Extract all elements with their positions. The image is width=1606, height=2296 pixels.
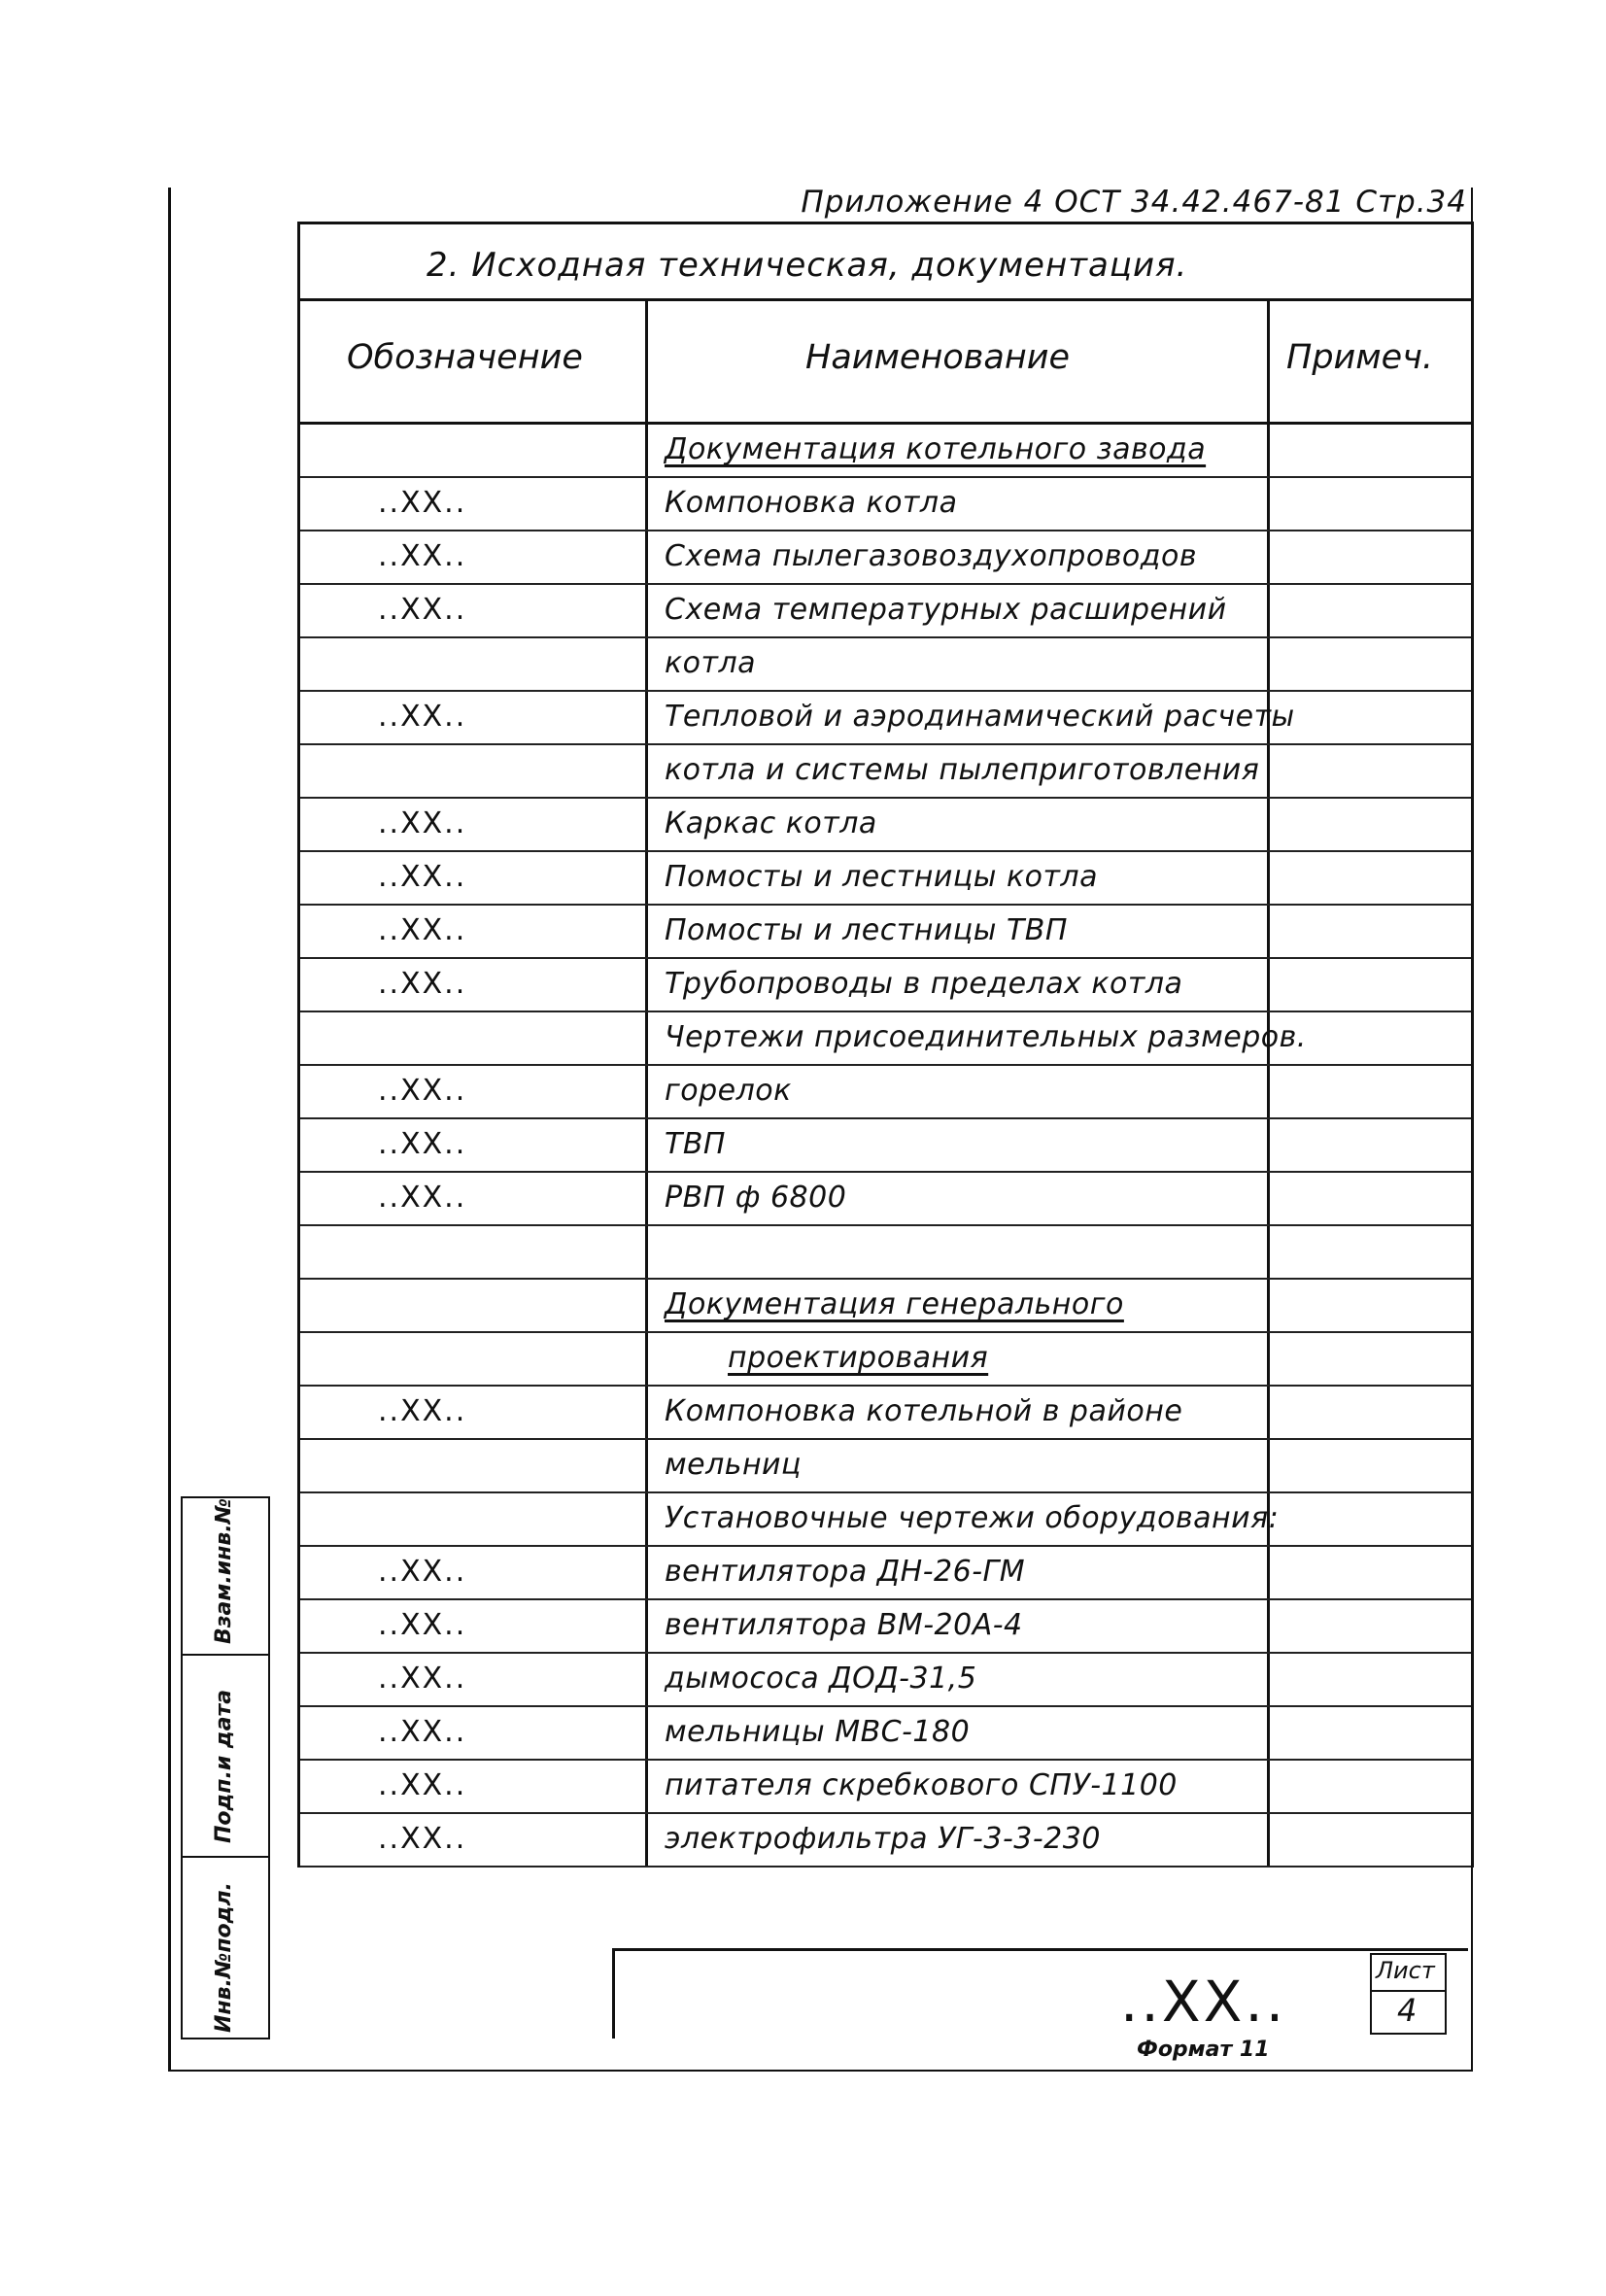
row-name: Тепловой и аэродинамический расчеты: [665, 700, 1295, 734]
table-row: [300, 906, 1471, 959]
row-designation: ..XX..: [378, 1127, 467, 1161]
table-row: [300, 1226, 1471, 1280]
column-header-row: [300, 301, 1471, 425]
row-name: Схема пылегазовоздухопроводов: [665, 539, 1198, 573]
table-body: [300, 425, 1471, 1868]
stamp-inventory-label: Инв.№подл.: [212, 1882, 236, 2033]
column-header-designation: Обозначение: [347, 338, 583, 377]
row-designation: ..XX..: [378, 1822, 467, 1856]
sheet-number: 4: [1397, 1992, 1418, 2029]
row-name: дымососа ДОД-31,5: [665, 1662, 977, 1696]
table-row: [300, 1387, 1471, 1440]
table-row: [300, 1493, 1471, 1547]
stamp-replace-label: Взам.инв.№: [212, 1497, 236, 1644]
table-row: [300, 1707, 1471, 1761]
table-row: [300, 1333, 1471, 1387]
row-designation: ..XX..: [378, 1715, 467, 1749]
table-row: [300, 1654, 1471, 1707]
sheet-label: Лист: [1376, 1957, 1435, 1984]
table-row: [300, 1600, 1471, 1654]
row-name: Документация генерального: [665, 1287, 1124, 1321]
row-designation: ..XX..: [378, 486, 467, 520]
table-row: [300, 1119, 1471, 1173]
row-name: Каркас котла: [665, 806, 877, 840]
side-stamp: [181, 1496, 270, 2039]
table-row: [300, 959, 1471, 1012]
table-row: [300, 531, 1471, 585]
table-row: [300, 585, 1471, 638]
column-header-name: Наименование: [805, 338, 1070, 377]
row-designation: ..XX..: [378, 593, 467, 627]
title-block: [612, 1948, 1468, 2039]
table-row: [300, 425, 1471, 478]
row-name: котла: [665, 646, 757, 680]
table-row: [300, 692, 1471, 745]
format-label: Формат 11: [1137, 2038, 1270, 2062]
table-row: [300, 1440, 1471, 1493]
row-name: Документация котельного завода: [665, 432, 1207, 466]
row-designation: ..XX..: [378, 1074, 467, 1108]
section-title-row: [300, 224, 1471, 301]
row-designation: ..XX..: [378, 967, 467, 1001]
row-name: Чертежи присоединительных размеров.: [665, 1020, 1307, 1054]
table-row: [300, 852, 1471, 906]
table-row: [300, 1066, 1471, 1119]
row-designation: ..XX..: [378, 1768, 467, 1802]
table-row: [300, 745, 1471, 799]
row-name: мельницы МВС-180: [665, 1715, 971, 1749]
row-designation: ..XX..: [378, 806, 467, 840]
row-designation: ..XX..: [378, 1394, 467, 1428]
stamp-signature-label: Подп.и дата: [212, 1689, 236, 1843]
table-row: [300, 1280, 1471, 1333]
row-name: Компоновка котельной в районе: [665, 1394, 1183, 1428]
section-title: 2. Исходная техническая, документация.: [427, 246, 1188, 285]
table-row: [300, 1547, 1471, 1600]
row-name: РВП ф 6800: [665, 1181, 847, 1215]
row-name: котла и системы пылеприготовления: [665, 753, 1260, 787]
header-reference: Приложение 4 ОСТ 34.42.467-81 Стр.34: [801, 185, 1467, 220]
column-header-note: Примеч.: [1286, 338, 1434, 377]
table-row: [300, 1173, 1471, 1226]
row-designation: ..XX..: [378, 700, 467, 734]
table-row: [300, 1761, 1471, 1814]
row-designation: ..XX..: [378, 1662, 467, 1696]
row-designation: ..XX..: [378, 913, 467, 947]
row-designation: ..XX..: [378, 860, 467, 894]
row-name: питателя скребкового СПУ-1100: [665, 1768, 1178, 1802]
sheet-box: [1370, 1953, 1447, 2035]
row-name: вентилятора ВМ-20А-4: [665, 1608, 1023, 1642]
row-designation: ..XX..: [378, 1555, 467, 1589]
row-name: Помосты и лестницы котла: [665, 860, 1098, 894]
row-name: Схема температурных расширений: [665, 593, 1227, 627]
table-row: [300, 799, 1471, 852]
row-name: Установочные чертежи оборудования:: [665, 1501, 1280, 1535]
document-code: ..XX..: [1120, 1969, 1287, 2035]
row-name: мельниц: [665, 1448, 802, 1482]
table-row: [300, 638, 1471, 692]
row-name: Компоновка котла: [665, 486, 958, 520]
row-name: ТВП: [665, 1127, 726, 1161]
table-row: [300, 1012, 1471, 1066]
row-name: проектирования: [728, 1341, 989, 1375]
table-row: [300, 1814, 1471, 1868]
row-name: электрофильтра УГ-3-3-230: [665, 1822, 1101, 1856]
row-name: Помосты и лестницы ТВП: [665, 913, 1068, 947]
row-name: горелок: [665, 1074, 792, 1108]
row-designation: ..XX..: [378, 539, 467, 573]
row-designation: ..XX..: [378, 1181, 467, 1215]
document-table: [297, 222, 1474, 1868]
row-name: вентилятора ДН-26-ГМ: [665, 1555, 1026, 1589]
row-name: Трубопроводы в пределах котла: [665, 967, 1183, 1001]
table-row: [300, 478, 1471, 531]
row-designation: ..XX..: [378, 1608, 467, 1642]
